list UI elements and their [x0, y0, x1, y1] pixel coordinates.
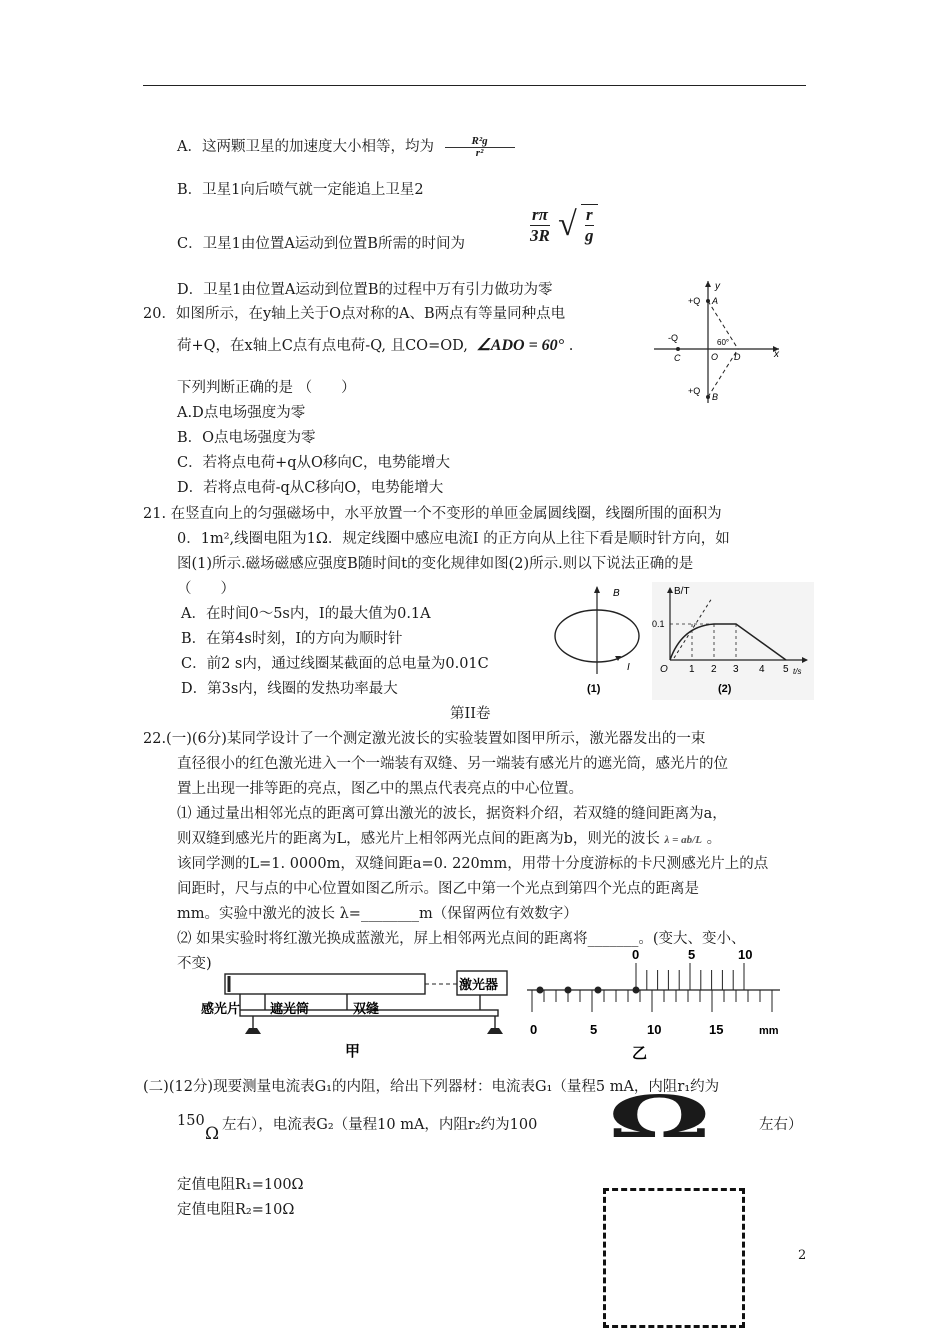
q22-line5-text: 则双缝到感光片的距离为L，感光片上相邻两光点间的距离为b，则光的波长: [177, 831, 660, 847]
label-bt: B/T: [674, 586, 690, 597]
header-rule: [143, 85, 806, 86]
sqrt-numerator: r: [585, 205, 593, 224]
q22b-line1: (二)(12分)现要测量电流表G₁的内阻，给出下列器材：电流表G₁（量程5 mA，内阻r₁约为: [143, 1079, 720, 1095]
point-a: [706, 299, 710, 303]
page-number: 2: [798, 1248, 807, 1263]
q19-option-d: D．卫星1由位置A运动到位置B的过程中万有引力做功为零: [177, 282, 553, 298]
y-axis-arrow: [705, 281, 711, 287]
q22-line2: 直径很小的红色激光进入一个一端装有双缝、另一端装有感光片的遮光筒，感光片的位: [177, 756, 728, 772]
label-b: B: [712, 392, 719, 402]
q21-line4: （ ）: [177, 581, 235, 597]
q22-line1: 22.(一)(6分)某同学设计了一个测定激光波长的实验装置如图甲所示，激光器发出的一束: [143, 731, 706, 747]
q21-line1: 21. 在竖直向上的匀强磁场中，水平放置一个不变形的单匝金属圆线圈，线圈所围的面积为: [143, 506, 722, 522]
light-dot-1: [537, 987, 544, 994]
q22-line4: ⑴ 通过量出相邻光点的距离可算出激光的波长，据资料介绍，若双缝的缝间距离为a，: [177, 806, 727, 822]
label-b: B: [613, 588, 620, 599]
q22-line10: 不变): [177, 956, 212, 972]
q22-line3: 置上出现一排等距的亮点，图乙中的黑点代表亮点的中心位置。: [177, 781, 583, 797]
foot-right: [487, 1028, 503, 1034]
q19-option-b: B．卫星1向后喷气就一定能追上卫星2: [177, 182, 424, 198]
q20-line1: 20．如图所示，在y轴上关于O点对称的A、B两点有等量同种点电: [143, 306, 566, 322]
q22-line9: ⑵ 如果实验时将红激光换成蓝激光，屏上相邻两光点间的距离将_______。(变大、变小、: [177, 931, 746, 947]
label-a: A: [712, 296, 719, 306]
label-slit: 双缝: [353, 1002, 380, 1017]
label-o: O: [711, 352, 719, 362]
sqrt-sign: √: [558, 206, 577, 243]
q19-option-c-formula: [530, 204, 598, 246]
foot-left: [245, 1028, 261, 1034]
label-tube: 遮光筒: [270, 1002, 310, 1017]
q21-bt-graph: [652, 582, 814, 700]
label-c: C: [674, 353, 681, 363]
b-field-arrow-head: [594, 586, 600, 593]
q22b-r2: 定值电阻R₂=10Ω: [177, 1202, 295, 1218]
graph-background: [652, 582, 814, 700]
q21-option-d: D．第3s内，线圈的发热功率最大: [181, 681, 398, 697]
q22-line5: [177, 827, 721, 848]
omega-small: Ω: [205, 1124, 220, 1144]
label-plus-q-bottom: +Q: [688, 386, 701, 396]
label-laser: 激光器: [459, 978, 499, 993]
q21-option-a: A．在时间0～5s内，I的最大值为0.1A: [181, 606, 431, 622]
label-i: I: [627, 662, 630, 673]
formula-numerator: rπ: [531, 204, 548, 224]
formula-numerator: R²g: [471, 134, 488, 147]
q22b-line2: [177, 1113, 205, 1129]
q22b-line2-end: 左右）: [759, 1117, 803, 1133]
q22-line8: mm。实验中激光的波长 λ=________m（保留两位有效数字）: [177, 906, 578, 922]
label-d: D: [734, 352, 741, 362]
label-t: t/s: [793, 667, 802, 676]
q22-line6: 该同学测的L=1. 0000m，双缝间距a=0. 220mm，用带十分度游标的卡尺测感光片上的点: [177, 856, 769, 872]
q19-option-c: [177, 232, 465, 253]
main-label-0: 0: [530, 1022, 538, 1037]
tick-2: 2: [711, 664, 717, 675]
q22b-r1: 定值电阻R₁=100Ω: [177, 1177, 304, 1193]
label-plus-q-top: +Q: [688, 296, 701, 306]
label-origin: O: [660, 664, 668, 675]
light-tube: [225, 974, 425, 994]
q20-option-d: D．若将点电荷-q从C移向O，电势能增大: [177, 480, 444, 496]
sqrt-denominator: g: [585, 226, 594, 245]
q20-option-c: C．若将点电荷+q从O移向C，电势能增大: [177, 455, 451, 471]
q22b-line2-value: 150: [177, 1113, 205, 1129]
q21-line3: 图(1)所示.磁场磁感应强度B随时间t的变化规律如图(2)所示.则以下说法正确的是: [177, 556, 694, 572]
q21-line2: 0．1m²,线圈电阻为1Ω．规定线圈中感应电流I 的正方向从上往下看是顺时针方向，如: [177, 531, 730, 547]
vernier-figure: [522, 946, 787, 1061]
caption-2: (2): [718, 683, 732, 695]
formula-denominator: r²: [445, 147, 515, 159]
label-angle: 60°: [717, 338, 730, 347]
main-label-5: 5: [590, 1022, 598, 1037]
vernier-scale: [636, 963, 744, 990]
omega-large: Ω: [608, 1082, 711, 1151]
formula-denominator: 3R: [530, 225, 550, 245]
q19-option-a-text: A．这两颗卫星的加速度大小相等，均为: [177, 139, 434, 155]
q20-line2-end: .: [568, 338, 574, 354]
point-c: [676, 347, 680, 351]
circuit-answer-box[interactable]: [603, 1188, 745, 1328]
vernier-label-0: 0: [632, 947, 640, 962]
apparatus-figure: [195, 966, 515, 1066]
q19-option-c-text: C．卫星1由位置A运动到位置B所需的时间为: [177, 236, 465, 252]
q21-coil-figure: [551, 582, 647, 696]
tick-4: 4: [759, 664, 765, 675]
lambda-formula: λ = ab/L: [664, 834, 702, 846]
q20-line2-text: 荷+Q，在x轴上C点有点电荷-Q, 且CO=OD,: [177, 338, 468, 354]
unit-mm: mm: [759, 1025, 779, 1037]
main-label-10: 10: [647, 1022, 662, 1037]
q22b-line2-text: 左右），电流表G₂（量程10 mA，内阻r₂约为100: [222, 1117, 538, 1133]
label-y-tick: 0.1: [652, 619, 665, 629]
caption-yi: 乙: [632, 1044, 648, 1061]
tick-3: 3: [733, 664, 739, 675]
caption-jia: 甲: [345, 1042, 361, 1060]
label-x: x: [774, 349, 779, 360]
q19-option-a: [177, 135, 515, 159]
light-dot-2: [565, 987, 572, 994]
main-label-15: 15: [709, 1022, 724, 1037]
light-dot-3: [595, 987, 602, 994]
vernier-label-5: 5: [688, 947, 696, 962]
label-film: 感光片: [201, 1002, 241, 1017]
q21-option-c: C．前2 s内，通过线圈某截面的总电量为0.01C: [181, 656, 489, 672]
tick-5: 5: [783, 664, 789, 675]
light-dot-4: [633, 987, 640, 994]
q22-line5-end: 。: [706, 831, 722, 847]
vernier-label-10: 10: [738, 947, 753, 962]
q20-option-b: B．O点电场强度为零: [177, 430, 316, 446]
q20-angle-formula: ∠ADO = 60°: [476, 337, 565, 354]
q21-option-b: B．在第4s时刻，I的方向为顺时针: [181, 631, 403, 647]
q19-option-a-formula: [445, 136, 515, 159]
q22-line7: 间距时，尺与点的中心位置如图乙所示。图乙中第一个光点到第四个光点的距离是: [177, 881, 699, 897]
q20-line2: [177, 334, 573, 355]
q20-charge-figure: [654, 279, 784, 405]
caption-1: (1): [587, 683, 601, 695]
q20-option-a: A.D点电场强度为零: [177, 405, 306, 421]
label-y: y: [715, 281, 720, 292]
section-title: 第II卷: [450, 706, 491, 722]
label-minus-q: -Q: [668, 333, 678, 343]
point-b: [706, 395, 710, 399]
tick-1: 1: [689, 664, 695, 675]
q20-question: 下列判断正确的是 （ ）: [177, 380, 356, 396]
